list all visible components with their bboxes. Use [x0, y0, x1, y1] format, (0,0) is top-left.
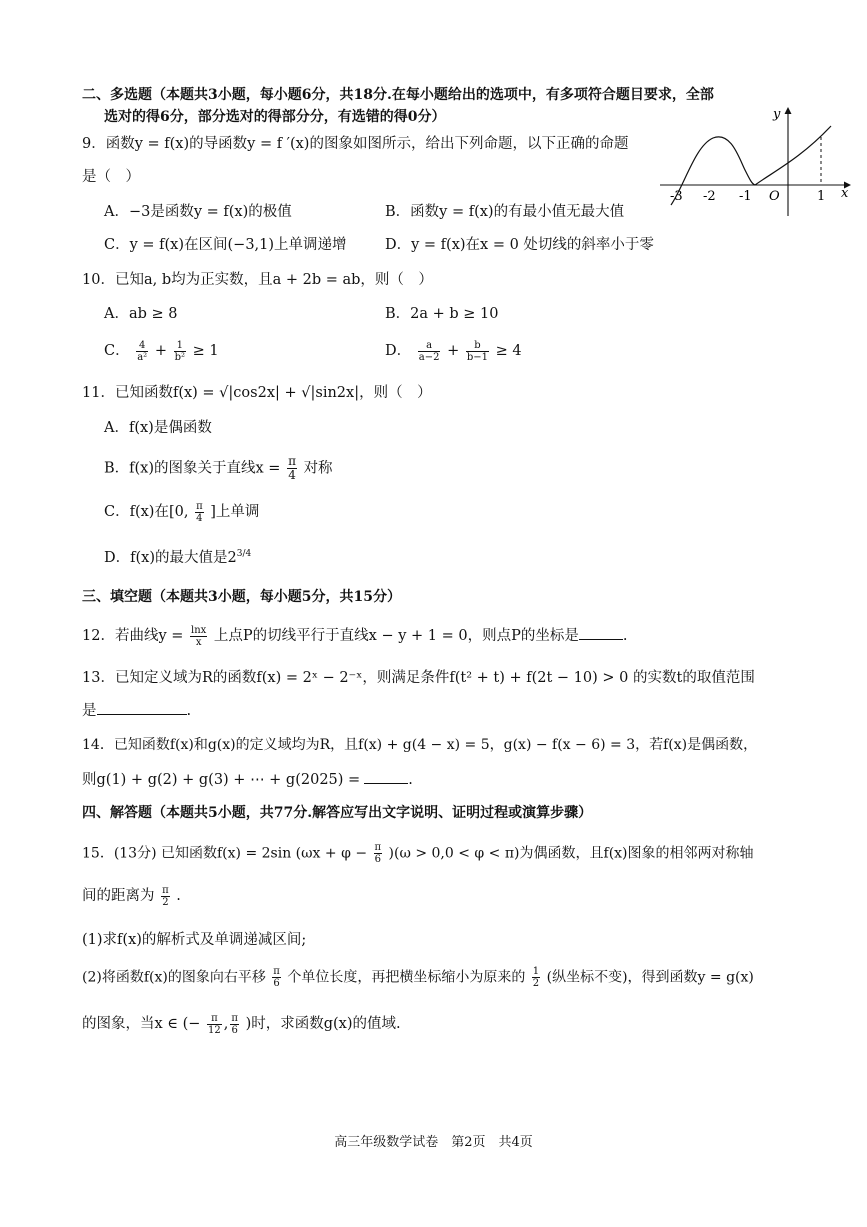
fraction-numerator: lnx — [191, 624, 207, 636]
q12-prefix: 12．若曲线y = — [82, 628, 184, 644]
q11-b-suffix: 对称 — [303, 460, 333, 477]
fraction — [466, 340, 489, 363]
fraction-numerator: π — [231, 1012, 238, 1024]
q15-part2 — [82, 966, 754, 989]
q9-option-b: B．函数y = f(x)的有最小值无最大值 — [385, 204, 625, 220]
q15-line1-suffix: )(ω > 0,0 < φ < π)为偶函数，且f(x)图象的相邻两对称轴 — [388, 845, 754, 862]
q10-stem: 10．已知a, b均为正实数，且a + 2b = ab，则（ ） — [82, 272, 433, 288]
q11-c-suffix: ]上单调 — [210, 504, 260, 520]
origin-label: O — [769, 189, 780, 204]
fraction — [230, 1013, 239, 1036]
fraction-denominator: 6 — [374, 854, 381, 865]
fraction — [195, 501, 204, 524]
fraction-numerator: 1 — [174, 340, 186, 352]
q9-stem-cont: 是（ ） — [82, 169, 140, 185]
q11-option-c — [104, 500, 259, 524]
q9-option-a: A．−3是函数y = f(x)的极值 — [104, 204, 292, 220]
q15-part3 — [82, 1012, 401, 1036]
q13-answer-blank[interactable] — [97, 700, 187, 715]
q14-line2 — [82, 768, 413, 789]
fraction — [272, 966, 281, 989]
fraction — [190, 625, 207, 648]
q15-part3-b: )时，求函数g(x)的值域. — [245, 1016, 401, 1032]
y-axis-arrow — [785, 107, 792, 114]
q14-end: . — [408, 772, 413, 788]
fraction — [174, 340, 186, 363]
fraction — [207, 1013, 222, 1036]
q10-d-suffix: ≥ 4 — [495, 343, 522, 359]
q15-line1-prefix: 15．(13分) 已知函数f(x) = 2sin (ωx + φ − — [82, 845, 368, 862]
fraction — [287, 455, 297, 482]
tick-label: -1 — [739, 189, 752, 204]
fraction-numerator: π — [273, 966, 280, 977]
q9-stem: 9．函数y = f(x)的导函数y = f ′(x)的图象如图所示，给出下列命题，以下正确的命题 — [82, 136, 629, 152]
q9-option-c: C．y = f(x)在区间(−3,1)上单调递增 — [104, 237, 347, 253]
fraction-denominator: b−1 — [466, 351, 488, 363]
q12-end: . — [622, 628, 628, 644]
section3-title: 三、填空题（本题共3小题，每小题5分，共15分） — [82, 589, 401, 605]
q15-part3-a: 的图象，当x ∈ (− — [82, 1016, 201, 1032]
q10-c-suffix: ≥ 1 — [192, 343, 219, 359]
q15-part2-a: (2)将函数f(x)的图象向右平移 — [82, 969, 266, 986]
q15-part2-b: 个单位长度，再把横坐标缩小为原来的 — [287, 969, 526, 986]
q11-c-prefix: C．f(x)在[0, — [104, 504, 189, 520]
tick-label: -3 — [670, 189, 683, 204]
fraction-numerator: 1 — [532, 966, 540, 977]
section2-title: 二、多选题（本题共3小题，每小题6分，共18分.在每小题给出的选项中，有多项符合题目要求，全部 — [82, 87, 714, 103]
fraction — [374, 842, 383, 865]
section4-title: 四、解答题（本题共5小题，共77分.解答应写出文字说明、证明过程或演算步骤） — [82, 805, 593, 821]
fraction-numerator: b — [466, 340, 489, 352]
q11-b-prefix: B．f(x)的图象关于直线x = — [104, 460, 281, 477]
q15-line2-suffix: . — [176, 888, 181, 904]
q10-option-a: A．ab ≥ 8 — [104, 306, 178, 322]
q15-line2-prefix: 间的距离为 — [82, 888, 155, 904]
q14-answer-blank[interactable] — [364, 769, 408, 784]
q10-option-c — [104, 339, 219, 363]
fraction — [418, 340, 441, 363]
q11-option-a: A．f(x)是偶函数 — [104, 420, 212, 436]
fraction-numerator: a — [418, 340, 441, 352]
axis-label-x: x — [841, 186, 849, 201]
fraction-denominator: 2 — [532, 978, 540, 989]
q10-c-plus: + — [154, 343, 167, 359]
fraction-numerator: π — [288, 454, 296, 468]
q13-line2-prefix: 是 — [82, 703, 97, 719]
q10-c-prefix: C． — [104, 343, 130, 359]
fraction — [161, 885, 170, 908]
q15-part3-comma: , — [223, 1016, 229, 1032]
q13-end: . — [186, 703, 192, 719]
fraction-numerator: π — [196, 500, 203, 512]
fraction — [136, 340, 148, 363]
q13-line2 — [82, 699, 191, 720]
fraction-denominator: 4 — [288, 468, 296, 482]
fraction-numerator: π — [374, 842, 382, 853]
fraction-denominator: 6 — [231, 1024, 238, 1036]
q12-text — [82, 624, 627, 648]
q11-stem: 11．已知函数f(x) = √|cos2x| + √|sin2x|，则（ ） — [82, 385, 432, 401]
q10-option-b: B．2a + b ≥ 10 — [385, 306, 499, 322]
q15-line1 — [82, 842, 754, 865]
q12-suffix: 上点P的切线平行于直线x − y + 1 = 0，则点P的坐标是 — [213, 628, 579, 644]
q15-part1: (1)求f(x)的解析式及单调递减区间; — [82, 932, 307, 948]
fraction-denominator: 6 — [273, 978, 280, 989]
fraction-denominator: a−2 — [418, 351, 440, 363]
tick-label: -2 — [703, 189, 716, 204]
q11-d-prefix: D．f(x)的最大值是2 — [104, 550, 237, 566]
fraction-denominator: 4 — [196, 512, 203, 524]
q11-d-exponent: 3/4 — [236, 549, 252, 560]
fraction-numerator: 4 — [136, 340, 148, 352]
page-footer: 高三年级数学试卷 第2页 共4页 — [334, 1135, 533, 1150]
section2-title-cont: 选对的得6分，部分选对的得部分分，有选错的得0分） — [104, 109, 446, 125]
q13-line1: 13．已知定义域为R的函数f(x) = 2ˣ − 2⁻ˣ，则满足条件f(t² + t) + f(2t − 10) > 0 的实数t的取值范围 — [82, 670, 755, 686]
fraction-denominator: x — [195, 636, 202, 648]
q14-line1: 14．已知函数f(x)和g(x)的定义域均为R，且f(x) + g(4 − x) = 5，g(x) − f(x − 6) = 3，若f(x)是偶函数， — [82, 737, 758, 753]
fraction-denominator: 12 — [208, 1024, 221, 1036]
q9-option-d: D．y = f(x)在x = 0 处切线的斜率小于零 — [385, 237, 654, 253]
q11-option-d — [104, 546, 251, 567]
fraction-denominator: b² — [174, 351, 185, 363]
axis-label-y: y — [773, 107, 781, 122]
fraction — [532, 966, 540, 989]
q12-answer-blank[interactable] — [579, 625, 623, 640]
fraction-numerator: π — [207, 1013, 222, 1025]
fraction-denominator: 2 — [162, 896, 169, 908]
q10-d-plus: + — [447, 343, 460, 359]
q9-derivative-graph — [655, 104, 855, 220]
fraction-numerator: π — [162, 884, 169, 896]
q10-d-prefix: D． — [385, 343, 412, 359]
q15-part2-c: (纵坐标不变)，得到函数y = g(x) — [546, 969, 754, 986]
q15-line2 — [82, 884, 181, 908]
q14-line2-prefix: 则g(1) + g(2) + g(3) + ⋯ + g(2025) = — [82, 772, 361, 788]
fraction-denominator: a² — [137, 351, 148, 363]
q10-option-d — [385, 339, 522, 363]
q11-option-b — [104, 455, 333, 482]
tick-label: 1 — [817, 189, 826, 204]
